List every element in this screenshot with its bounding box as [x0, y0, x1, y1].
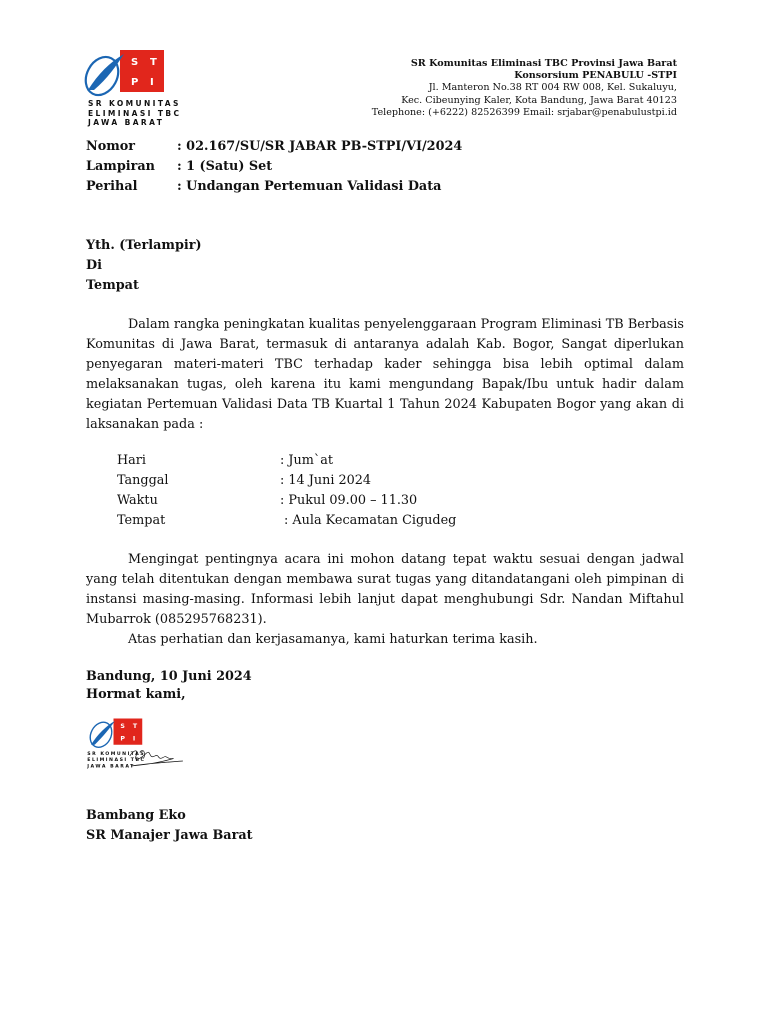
nomor-label: Nomor [86, 139, 136, 154]
signature-stamp [86, 700, 186, 792]
stamp-letter-t: T [132, 722, 138, 730]
contact-line: Telephone: (+6222) 82526399 Email: srjabar@penabulustpi.id [371, 106, 677, 118]
paragraph-1-text: Dalam rangka peningkatan kualitas penyelenggaraan Program Eliminasi TB Berbasis Komunitas di Jawa Barat, termasuk di antaranya adalah Kab. Bogor, Sangat diperlukan penyegaran materi-materi TBC terhadap kader sehingga bisa lebih optimal dalam melaksanakan tugas, oleh karena itu kami mengundang Bapak/Ibu untuk hadir dalam kegiatan Pertemuan Validasi Data TB Kuartal 1 Tahun 2024 Kabupaten Bogor yang akan di laksanakan pada : [86, 317, 684, 432]
signatory-name: Bambang Eko [86, 808, 186, 823]
address-line-1: Jl. Manteron No.38 RT 004 RW 008, Kel. Sukaluyu, [428, 82, 677, 94]
letter-meta [86, 137, 462, 197]
addressee-line2: Di [86, 258, 102, 273]
stamp-text-line1: SR KOMUNITAS [87, 751, 146, 757]
detail-row [117, 511, 456, 531]
lampiran-label: Lampiran [86, 159, 155, 174]
letterhead [372, 58, 677, 119]
detail-value: : 14 Juni 2024 [280, 473, 372, 488]
logo-letter-i: I [150, 77, 154, 88]
logo-letter-p: P [131, 77, 139, 88]
stamp-letter-s: S [120, 722, 125, 730]
body-paragraph-1 [86, 315, 684, 435]
paragraph-3-text: Atas perhatian dan kerjasamanya, kami haturkan terima kasih. [128, 632, 538, 647]
addressee-line3: Tempat [86, 278, 139, 293]
logo-letter-t: T [150, 57, 157, 68]
stamp-text-line2: ELIMINASI TBC [87, 758, 146, 763]
perihal-label: Perihal [86, 179, 138, 194]
body-paragraph-2 [86, 550, 684, 630]
detail-row [117, 451, 456, 471]
detail-value: : Aula Kecamatan Cigudeg [284, 513, 457, 528]
detail-value: : Pukul 09.00 – 11.30 [280, 493, 418, 508]
detail-label: Tempat [117, 513, 166, 528]
org-name: SR Komunitas Eliminasi TBC Provinsi Jawa Barat [410, 58, 677, 69]
stamp-text-line3: JAWA BARAT [87, 764, 135, 770]
event-details [117, 451, 456, 531]
logo-text-line3: JAWA BARAT [88, 118, 165, 127]
signatory-title: SR Manajer Jawa Barat [86, 828, 253, 843]
paragraph-2-text: Mengingat pentingnya acara ini mohon datang tepat waktu sesuai dengan jadwal yang telah ditentukan dengan membawa surat tugas yang ditandatangani oleh pimpinan di instansi masing-masing. Informasi lebih lanjut dapat menghubungi Sdr. Nandan Miftahul Mubarrok (085295768231). [86, 552, 684, 627]
nomor-value: : 02.167/SU/SR JABAR PB-STPI/VI/2024 [177, 139, 463, 154]
address-line-2: Kec. Cibeunying Kaler, Kota Bandung, Jawa Barat 40123 [401, 94, 677, 106]
perihal-value: : Undangan Pertemuan Validasi Data [177, 179, 442, 194]
stamp-letter-p: P [120, 735, 125, 743]
place-date: Bandung, 10 Juni 2024 [86, 669, 252, 684]
logo-text [88, 99, 188, 128]
detail-value: : Jum`at [280, 453, 334, 468]
stamp-letter-i: I [132, 735, 136, 743]
detail-row [117, 491, 456, 511]
logo-text-line1: SR KOMUNITAS [88, 99, 181, 108]
detail-label: Hari [117, 453, 146, 468]
addressee [86, 236, 202, 296]
addressee-line1: Yth. (Terlampir) [86, 238, 202, 253]
logo-letter-s: S [131, 57, 139, 68]
signatory [86, 806, 253, 846]
consortium-name: Konsorsium PENABULU -STPI [514, 70, 677, 82]
lampiran-value: : 1 (Satu) Set [177, 159, 273, 174]
detail-row [117, 471, 456, 491]
body-paragraph-3 [86, 630, 684, 650]
detail-label: Tanggal [117, 473, 169, 488]
closing [86, 668, 252, 704]
salutation: Hormat kami, [86, 687, 186, 702]
detail-label: Waktu [117, 493, 158, 508]
logo-text-line2: ELIMINASI TBC [88, 108, 182, 118]
